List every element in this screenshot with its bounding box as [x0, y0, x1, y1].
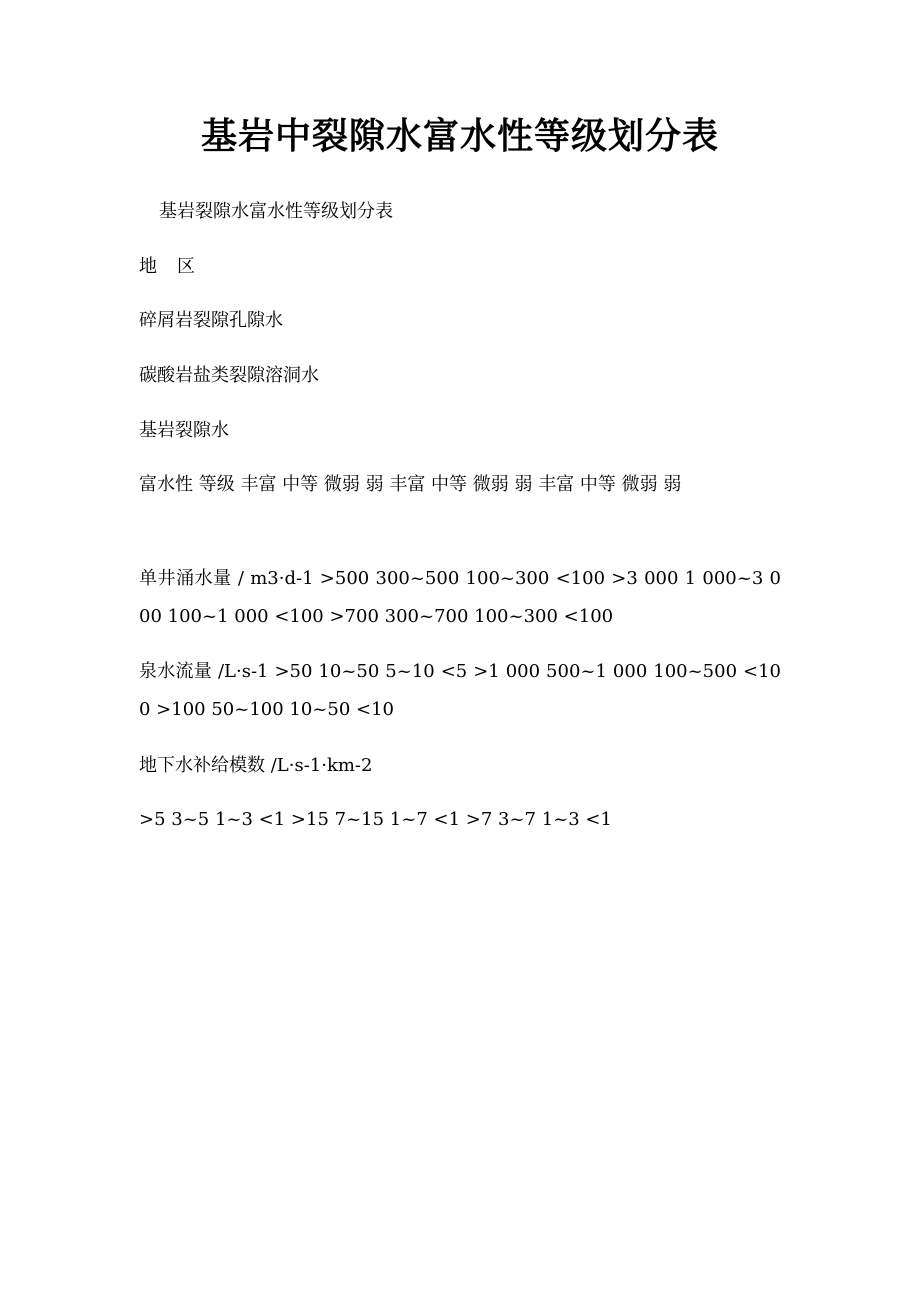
paragraph-clastic-water: 碎屑岩裂隙孔隙水 — [139, 310, 283, 331]
paragraph-recharge-modulus-label: 地下水补给模数 /L·s-1·km-2 — [139, 755, 373, 776]
table-subtitle: 基岩裂隙水富水性等级划分表 — [159, 201, 393, 222]
region-heading — [139, 248, 781, 286]
region-label-first: 地 — [139, 256, 157, 277]
paragraph-single-well-yield: 单井涌水量 / m3·d-1 >500 300~500 100~300 <100 >3 000 1 000~3 000 100~1 000 <100 >700 300~700 100~300 <100 — [139, 568, 781, 627]
paragraph-recharge-modulus-values: >5 3~5 1~3 <1 >15 7~15 1~7 <1 >7 3~7 1~3 <1 — [139, 809, 612, 830]
region-label-second: 区 — [177, 256, 195, 277]
paragraph-water-richness-grades: 富水性 等级 丰富 中等 微弱 弱 丰富 中等 微弱 弱 丰富 中等 微弱 弱 — [139, 474, 682, 495]
paragraph-carbonate-water: 碳酸岩盐类裂隙溶洞水 — [139, 365, 319, 386]
paragraph-spring-flow: 泉水流量 /L·s-1 >50 10~50 5~10 <5 >1 000 500~1 000 100~500 <100 >100 50~100 10~50 <10 — [139, 661, 781, 720]
document-title: 基岩中裂隙水富水性等级划分表 — [200, 115, 719, 157]
paragraph-bedrock-water: 基岩裂隙水 — [139, 420, 229, 441]
